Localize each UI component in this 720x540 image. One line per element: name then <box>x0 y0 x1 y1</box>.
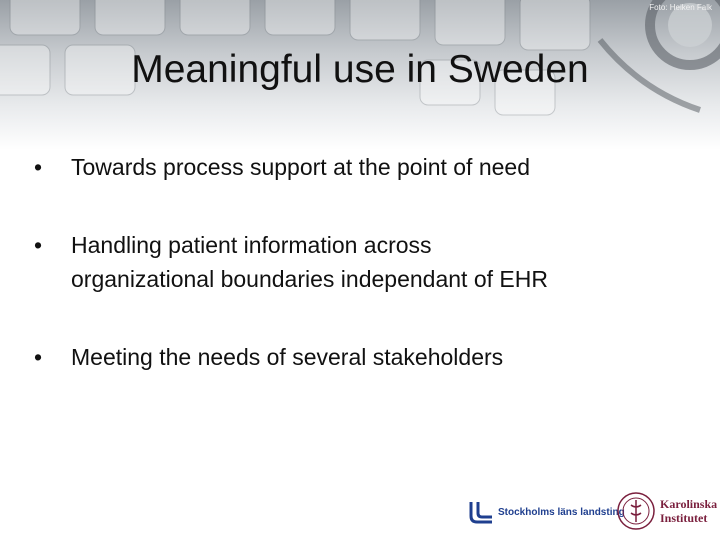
bullet-text: Meeting the needs of several stakeholders <box>71 344 504 370</box>
bullet-text-continued: organizational boundaries independant of EHR <box>71 266 548 292</box>
sll-logo <box>468 498 625 526</box>
bullet-text: Towards process support at the point of need <box>71 154 531 180</box>
ki-logo <box>616 488 717 534</box>
photo-credit: Foto: Heiken Falk <box>649 3 712 12</box>
list-item <box>34 340 684 374</box>
bullet-text: Handling patient information across <box>71 232 432 258</box>
sll-logo-icon <box>468 500 494 524</box>
slide-title: Meaningful use in Sweden <box>131 48 589 91</box>
bullet-icon: • <box>34 154 43 180</box>
ki-logo-text <box>660 497 717 525</box>
ki-logo-line2: Institutet <box>660 511 708 525</box>
sll-logo-text: Stockholms läns landsting <box>498 506 625 518</box>
ki-logo-line1: Karolinska <box>660 497 718 511</box>
bullet-icon: • <box>34 344 43 370</box>
list-item <box>34 150 684 184</box>
bullet-icon: • <box>34 232 43 258</box>
list-item <box>34 228 684 296</box>
ki-seal-icon <box>616 491 656 531</box>
